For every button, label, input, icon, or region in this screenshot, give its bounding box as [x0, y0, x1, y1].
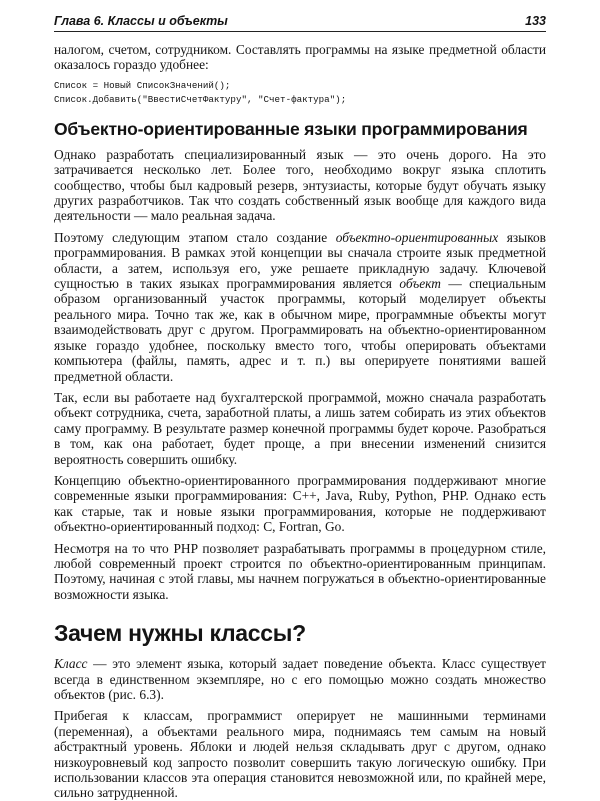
object-term-emphasis: объект	[399, 276, 441, 292]
oop-paragraph-1: Однако разработать специализированный язык — это очень дорого. На это затрачивается несколько лет. Более того, необходимо вокруг языка сплотить сообщество, чтобы был кадровый резерв, энтузиасты, которые будут обучать языку других разработчиков. Так что создать собственный язык вообще для каждого вида деятельности — мало реальная задача.	[54, 146, 546, 224]
code-listing	[54, 79, 546, 107]
oop-p2-part-b: языков программирования. В рамках этой концепции вы сначала строите язык предметной области, а затем, используя его, уже решаете прикладную задачу. Ключевой сущностью в таких языках программирования является	[54, 229, 546, 292]
section-heading-classes: Зачем нужны классы?	[54, 620, 306, 647]
oop-paragraph-4: Концепцию объектно-ориентированного программирования поддерживают многие современные языки программирования: C++, Java, Ruby, Python, PHP. Однако есть как старые, так и новые языки программирования, которые не поддерживают объектно-ориентированный подход: C, Fortran, Go.	[54, 472, 546, 535]
classes-paragraph-2: Прибегая к классам, программист оперирует не машинными терминами (переменная), а объектами реального мира, поднимаясь тем самым на новый абстрактный уровень. Яблоки и людей нельзя складывать друг с другом, однако низкоуровневый код запросто позволит совершить такую логическую ошибку. При использовании классов эта операция становится невозможной или, по крайней мере, сильно затрудненной.	[54, 708, 546, 801]
classes-p1-rest: — это элемент языка, который задает поведение объекта. Класс существует всегда в единственном экземпляре, но с его помощью можно создать множество объектов (рис. 6.3).	[54, 656, 546, 702]
oop-p2-part-c: — специальным образом организованный участок программы, который моделирует объекты реального мира. Точно так же, как в обычном мире, программные объекты могут взаимодействовать друг с другом. Программировать на объектно-ориентированном языке гораздо удобнее, поскольку вместо того, чтобы оперировать объектами компьютера (файлы, память, адрес и т. п.) вы оперируете понятиями вашей предметной области.	[54, 276, 546, 384]
intro-paragraph: налогом, счетом, сотрудником. Составлять программы на языке предметной области оказалось гораздо удобнее:	[54, 42, 546, 73]
running-header	[54, 14, 546, 32]
oop-paragraph-2	[54, 230, 546, 384]
chapter-title: Глава 6. Классы и объекты	[54, 14, 228, 28]
code-line-2: Список.Добавить("ВвестиСчетФактуру", "Счет-фактура");	[54, 93, 347, 105]
class-term-emphasis: Класс	[54, 656, 88, 672]
oop-paragraph-3: Так, если вы работаете над бухгалтерской программой, можно сначала разработать объект сотрудника, счета, заработной платы, а лишь затем собирать из этих объектов саму программу. В результате размер конечной программы будет короче. Разобраться в том, как она работает, будет проще, а при внесении изменений снизится вероятность совершить ошибку.	[54, 389, 546, 467]
oop-p2-part-a: Поэтому следующим этапом стало создание	[54, 229, 336, 245]
oop-paragraph-5: Несмотря на то что PHP позволяет разрабатывать программы в процедурном стиле, любой современный проект строится по объектно-ориентированным принципам. Поэтому, начиная с этой главы, мы начнем погружаться в объектно-ориентированные возможности языка.	[54, 540, 546, 602]
section-heading-oop: Объектно-ориентированные языки программирования	[54, 118, 528, 139]
code-line-1: Список = Новый СписокЗначений();	[54, 79, 231, 91]
oop-term-emphasis: объектно-ориентированных	[335, 229, 499, 245]
classes-paragraph-1	[54, 656, 546, 702]
page-number: 133	[525, 14, 546, 28]
